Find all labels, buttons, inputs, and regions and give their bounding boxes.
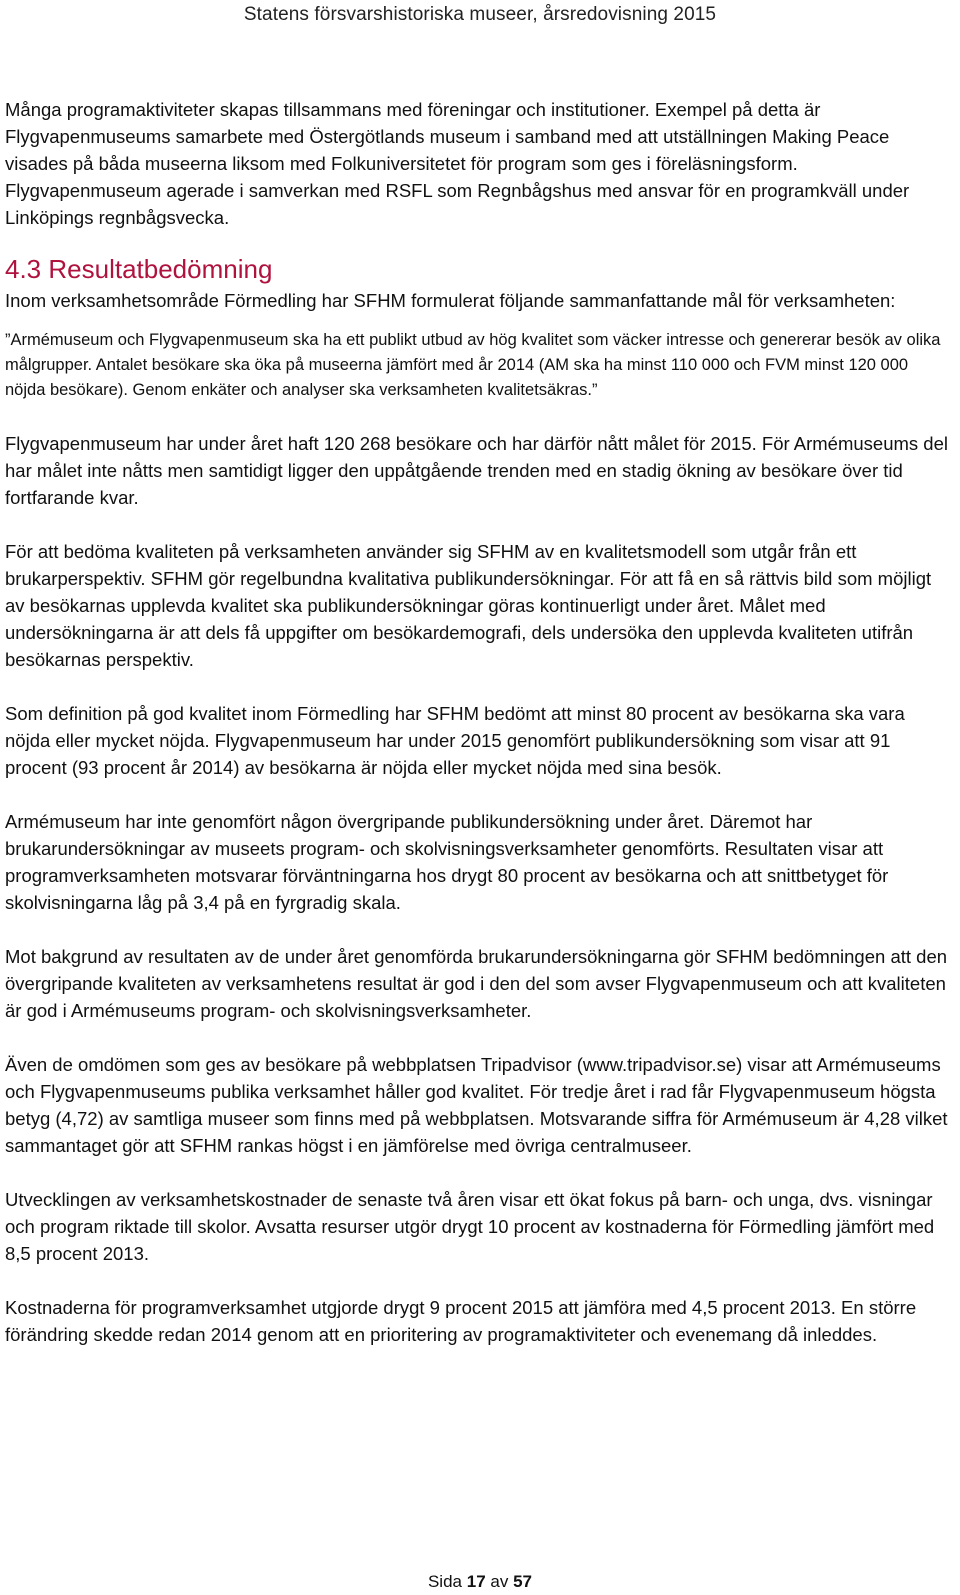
- paragraph-assessment: Mot bakgrund av resultaten av de under året genomförda brukarundersökningarna gör SFHM bedömningen att den övergripande kvaliteten av verksamhetens resultat är god i den del som avser Flygvapenmuseum och att kvaliteten är god i Armémuseums program- och skolvisningsverksamheter.: [5, 946, 948, 1021]
- page-content: [5, 96, 950, 1375]
- page-separator: av: [490, 1572, 509, 1591]
- paragraph-quality-model: För att bedöma kvaliteten på verksamheten använder sig SFHM av en kvalitetsmodell som utgår från ett brukarperspektiv. SFHM gör regelbundna kvalitativa publikundersökningar. För att få en så rättvis bild som möjligt av besökarnas upplevda kvalitet ska publikundersökningar göras kontinuerligt under året. Målet med undersökningarna är att dels få uppgifter om besökardemografi, dels undersöka den upplevda kvaliteten utifrån besökarnas perspektiv.: [5, 541, 932, 670]
- intro-paragraph: Många programaktiviteter skapas tillsammans med föreningar och institutioner. Exempel på detta är Flygvapenmuseums samarbete med Östergötlands museum i samband med att utställningen Making Peace visades på båda museerna liksom med Folkuniversitetet för program som ges i föreläsningsform. Flygvapenmuseum agerade i samverkan med RSFL som Regnbågshus med ansvar för en programkväll under Linköpings regnbågsvecka.: [5, 99, 910, 228]
- page-label: Sida: [427, 1572, 462, 1591]
- page-number: [0, 1572, 960, 1592]
- current-page: 17: [466, 1572, 486, 1591]
- paragraph-costs-children: Utvecklingen av verksamhetskostnader de senaste två åren visar ett ökat fokus på barn- och unga, dvs. visningar och program riktade till skolor. Avsatta resurser utgör drygt 10 procent av kostnaderna för Förmedling jämfört med 8,5 procent 2013.: [5, 1189, 935, 1264]
- section-intro: Inom verksamhetsområde Förmedling har SFHM formulerat följande sammanfattande mål för verksamheten:: [5, 290, 896, 311]
- paragraph-tripadvisor: Även de omdömen som ges av besökare på webbplatsen Tripadvisor (www.tripadvisor.se) visar att Armémuseums och Flygvapenmuseums publika verksamhet håller god kvalitet. För tredje året i rad får Flygvapenmuseum högsta betyg (4,72) av samtliga museer som finns med på webbplatsen. Motsvarande siffra för Armémuseum är 4,28 vilket sammantaget gör att SFHM rankas högst i en jämförelse med övriga centralmuseer.: [5, 1054, 948, 1156]
- paragraph-quality-definition: Som definition på god kvalitet inom Förmedling har SFHM bedömt att minst 80 procent av besökarna ska vara nöjda eller mycket nöjda. Flygvapenmuseum har under 2015 genomfört publikundersökning som visar att 91 procent (93 procent år 2014) av besökarna är nöjda eller mycket nöjda med sina besök.: [5, 703, 905, 778]
- goal-quote: ”Armémuseum och Flygvapenmuseum ska ha ett publikt utbud av hög kvalitet som väcker intresse och genererar besök av olika målgrupper. Antalet besökare ska öka på museerna jämfört med år 2014 (AM ska ha minst 110 000 och FVM minst 120 000 nöjda besökare). Genom enkäter och analyser ska verksamheten kvalitetsäkras.”: [5, 331, 941, 399]
- running-header: Statens försvarshistoriska museer, årsredovisning 2015: [243, 4, 717, 25]
- paragraph-armemuseum-survey: Armémuseum har inte genomfört någon övergripande publikundersökning under året. Däremot har brukarundersökningar av museets program- och skolvisningsverksamheter genomförts. Resultaten visar att programverksamheten motsvarar förväntningarna hos drygt 80 procent av besökarna och att snittbetyget för skolvisningarna låg på 3,4 på en fyrgradig skala.: [5, 811, 889, 913]
- total-pages: 57: [513, 1572, 533, 1591]
- paragraph-visitors: Flygvapenmuseum har under året haft 120 268 besökare och har därför nått målet för 2015. För Armémuseums del har målet inte nåtts men samtidigt ligger den uppåtgående trenden med en stadig ökning av besökare över tid fortfarande kvar.: [5, 433, 948, 508]
- section-heading: 4.3 Resultatbedömning: [5, 254, 273, 284]
- paragraph-costs-program: Kostnaderna för programverksamhet utgjorde drygt 9 procent 2015 att jämföra med 4,5 procent 2013. En större förändring skedde redan 2014 genom att en prioritering av programaktiviteter och evenemang då inleddes.: [5, 1297, 917, 1345]
